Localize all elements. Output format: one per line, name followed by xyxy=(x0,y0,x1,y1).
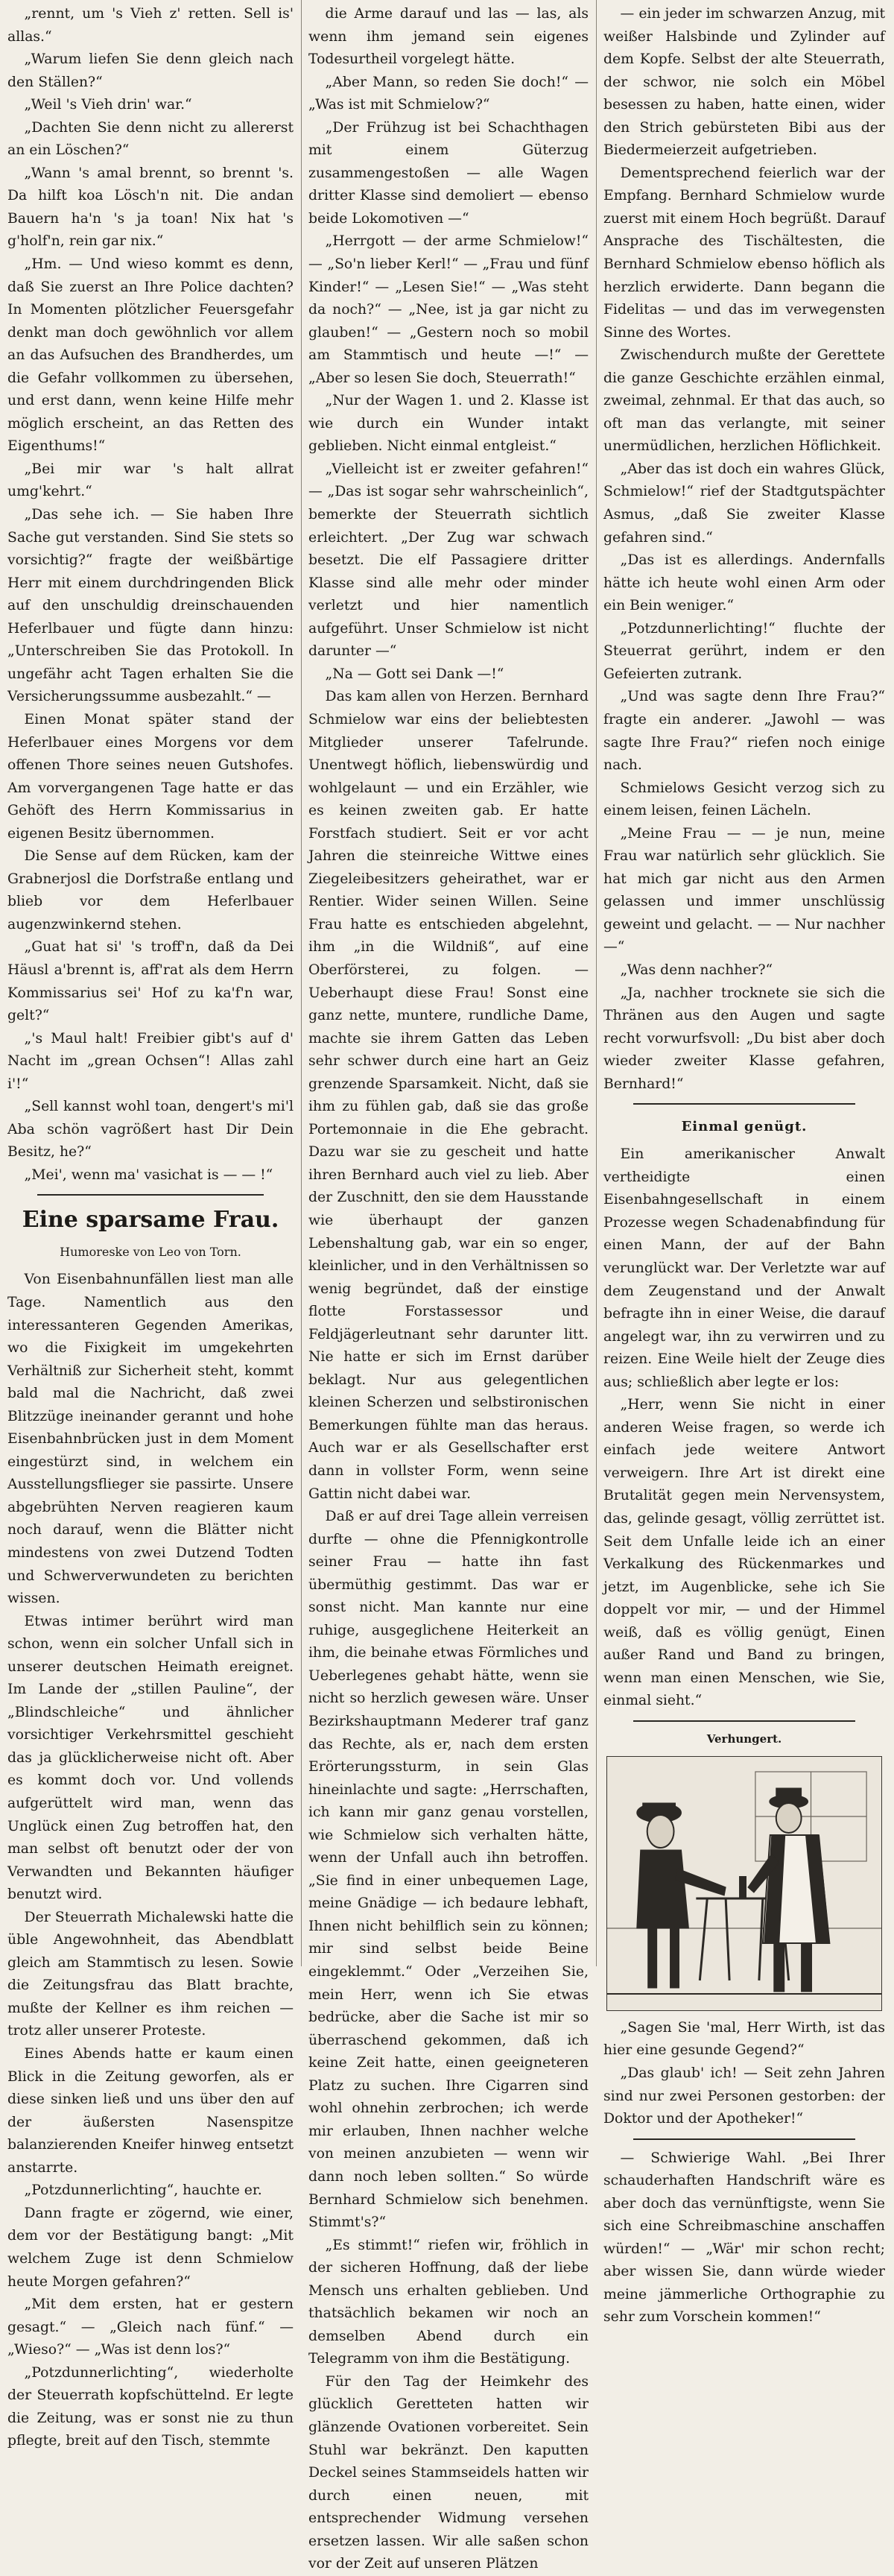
paragraph: „Ja, nachher trocknete sie sich die Thränen aus den Augen und sagte recht vorwurfsvoll: „Du bist aber doch wieder zweiter Klasse gefahren, Bernhard!“ xyxy=(603,985,885,1092)
paragraph: „Aber das ist doch ein wahres Glück, Schmielow!“ rief der Stadtgutspächter Asmus, „daß Sie zweiter Klasse gefahren sind.“ xyxy=(603,461,885,546)
cartoon-title: Verhungert. xyxy=(706,1731,782,1746)
story-title: Eine sparsame Frau. xyxy=(22,1207,279,1234)
column-2 xyxy=(308,3,589,2572)
paragraph: Etwas intimer berührt wird man schon, wenn ein solcher Unfall sich in unserer deutschen Heimath ereignet. Im Lande der „stillen Pauline“, der „Blindschleiche“ und ähnlicher vorsichtiger Verkehrsmittel geschieht das ja glücklicherweise nicht oft. Aber es kommt doch vor. Und vollends aufgerüttelt wird man, wenn das Unglück einen Zug betroffen hat, den man selbst oft benutzt oder der von Verwandten und Bekannten häufiger benutzt wird. xyxy=(7,1613,294,1903)
paragraph: die Arme darauf und las — las, als wenn ihm jemand sein eigenes Todesurtheil vorgelegt hätte. xyxy=(308,6,589,68)
paragraph: „Mit dem ersten, hat er gestern gesagt.“ — „Gleich nach fünf.“ — „Wieso?“ — „Was ist denn los?“ xyxy=(7,2296,294,2358)
story-byline: Humoreske von Leo von Torn. xyxy=(60,1245,241,1260)
paragraph: „Potzdunnerlichting“, hauchte er. xyxy=(24,2182,262,2199)
section-divider xyxy=(37,1194,264,1196)
paragraph: Zwischendurch mußte der Gerettete die ganze Geschichte erzählen einmal, zweimal, zehnmal. Er that das auch, so oft man das verlangte, mit seiner unermüdlichen, herzlichen Höflichkeit. xyxy=(603,347,885,455)
cartoon-caption: „Das glaub' ich! — Seit zehn Jahren sind nur zwei Personen gestorben: der Doktor und der Apotheker!“ xyxy=(603,2065,885,2127)
paragraph: Daß er auf drei Tage allein verreisen durfte — ohne die Pfennigkontrolle seiner Frau — hatte ihn fast übermüthig gestimmt. Das war er sonst nicht. Man kannte nur eine ruhige, ausgeglichene Heiterkeit an ihm, die beinahe etwas Förmliches und Ueberlegenes gehabt hätte, wenn sie nicht so herzlich gewesen wäre. Unser Bezirkshauptmann Mederer traf ganz das Rechte, als er, nach dem ersten Erörterungssturm, in sein Glas hineinlachte und sagte: „Herrschaften, ich kann mir ganz genau vorstellen, wie Schmielow sich verhalten hätte, wenn der Unfall auch ihn betroffen. „Sie find in einer unbequemen Lage, meine Gnädige — ich bedaure lebhaft, Ihnen nicht behilflich sein zu können; mir sind selbst beide Beine eingeklemmt.“ Oder „Verzeihen Sie, mein Herr, wenn ich Sie etwas bedrücke, aber die Sache ist mir so überraschend gekommen, daß ich keine Zeit hatte, einen geeigneteren Platz zu suchen. Ihre Cigarren sind wohl ohnehin zerbrochen; ich werde mir erlauben, Ihnen nachher welche von meinen anzubieten — wenn wir dann noch leben sollten.“ So würde Bernhard Schmielow sich benehmen. Stimmt's?“ xyxy=(308,1509,589,2231)
column-3 xyxy=(603,3,885,2326)
paragraph: „Potzdunnerlichting“, wiederholte der Steuerrath kopfschüttelnd. Er legte die Zeitung, was er sonst nie zu thun pflegte, breit auf den Tisch, stemmte xyxy=(7,2364,294,2449)
paragraph: „Aber Mann, so reden Sie doch!“ — „Was ist mit Schmielow?“ xyxy=(308,74,589,113)
cartoon-caption: „Sagen Sie 'mal, Herr Wirth, ist das hier eine gesunde Gegend?“ xyxy=(603,2019,885,2059)
paragraph: „Hm. — Und wieso kommt es denn, daß Sie zuerst an Ihre Police dachten? In Momenten plötzlicher Feuersgefahr denkt man doch gewöhnlich vor allem an das Aufsuchen des Brandherdes, um die Gefahr vollkommen zu übersehen, und erst dann, wenn keine Hilfe mehr möglich erscheint, an das Retten des Eigenthums!“ xyxy=(7,256,294,455)
paragraph: „Herr, wenn Sie nicht in einer anderen Weise fragen, so werde ich einfach jede weitere Antwort verweigern. Ihre Art ist direkt eine Brutalität gegen mein Nervensystem, das, gelinde gesagt, völlig zerrüttet ist. Seit dem Unfalle leide ich an einer Verkalkung des Rückenmarkes und jetzt, im Augenblicke, sehe ich Sie doppelt vor mir, — und der Himmel weiß, daß es völlig genügt, Einen außer Rand und Band zu bringen, wenn man einen Menschen, wie Sie, einmal sieht.“ xyxy=(603,1397,885,1709)
paragraph: — Schwierige Wahl. „Bei Ihrer schauderhaften Handschrift wäre es aber doch das vernünftigste, wenn Sie sich eine Schreibmaschine anschaffen würden!“ — „Wär' mir schon recht; aber wissen Sie, dann würde wieder meine jämmerliche Orthographie zu sehr zum Vorschein kommen!“ xyxy=(603,2150,885,2326)
paragraph: Ein amerikanischer Anwalt vertheidigte einen Eisenbahngesellschaft in einem Prozesse wegen Schadenabfindung für einen Mann, der auf der Bahn verunglückt war. Der Verletzte war auf dem Zeugenstand und der Anwalt befragte ihn in einer Weise, die darauf angelegt war, ihn zu verwirren und zu reizen. Eine Weile hielt der Zeuge dies aus; schließlich aber legte er los: xyxy=(603,1146,885,1390)
paragraph: „Bei mir war 's halt allrat umg'kehrt.“ xyxy=(7,461,294,500)
section-divider xyxy=(633,1720,855,1722)
paragraph: — ein jeder im schwarzen Anzug, mit weißer Halsbinde und Zylinder auf dem Kopfe. Selbst der alte Steuerrath, der schwor, nie solch ein Möbel besessen zu haben, hatte einen, wider den Strich gebürsteten Bibi aus der Biedermeierzeit aufgetrieben. xyxy=(603,6,885,159)
paragraph: „Nur der Wagen 1. und 2. Klasse ist wie durch ein Wunder intakt geblieben. Nicht einmal entgleist.“ xyxy=(308,393,589,455)
paragraph: Dann fragte er zögernd, wie einer, dem vor der Bestätigung bangt: „Mit welchem Zuge ist denn Schmielow heute Morgen gefahren?“ xyxy=(7,2205,294,2290)
paragraph: „Potzdunnerlichting!“ fluchte der Steuerrat gerührt, indem er den Gefeierten zutrank. xyxy=(603,620,885,682)
paragraph: „'s Maul halt! Freibier gibt's auf d' Nacht im „grean Ochsen“! Allas zahl i'!“ xyxy=(7,1030,294,1092)
paragraph: Einen Monat später stand der Heferlbauer eines Morgens vor dem offenen Thore seines neuen Gutshofes. Am vorvergangenen Tage hatte er das Gehöft des Herrn Kommissarius in eigenen Besitz übernommen. xyxy=(7,711,294,842)
paragraph: Eines Abends hatte er kaum einen Blick in die Zeitung geworfen, als er diese sinken ließ und uns über den auf der äußersten Nasenspitze balanzierenden Kneifer hinweg entsetzt anstarrte. xyxy=(7,2046,294,2176)
section-title: Einmal genügt. xyxy=(681,1119,808,1135)
paragraph: „Warum liefen Sie denn gleich nach den Ställen?“ xyxy=(7,51,294,90)
paragraph: „Und was sagte denn Ihre Frau?“ fragte ein anderer. „Jawohl — was sagte Ihre Frau?“ riefen noch einige nach. xyxy=(603,689,885,774)
paragraph: „Wann 's amal brennt, so brennt 's. Da hilft koa Lösch'n nit. Die andan Bauern ha'n 's ja toan! Nix hat 's g'holf'n, rein gar nix.“ xyxy=(7,165,294,250)
paragraph: „Mei', wenn ma' vasichat is — — !“ xyxy=(24,1167,273,1183)
paragraph: „Was denn nachher?“ xyxy=(620,962,773,978)
paragraph: Schmielows Gesicht verzog sich zu einem leisen, feinen Lächeln. xyxy=(603,780,885,819)
paragraph: „Sell kannst wohl toan, dengert's mi'l Aba schön vagrößert hast Dir Dein Besitz, he?“ xyxy=(7,1099,294,1161)
column-1 xyxy=(7,3,294,2449)
paragraph: „Herrgott — der arme Schmielow!“ — „So'n lieber Kerl!“ — „Frau und fünf Kinder!“ — „Lesen Sie!“ — „Was steht da noch?“ — „Nee, ist ja gar nicht zu glauben!“ — „Gestern noch so mobil am Stammtisch und heute —!“ — „Aber so lesen Sie doch, Steuerrath!“ xyxy=(308,233,589,386)
paragraph: „Meine Frau — — je nun, meine Frau war natürlich sehr glücklich. Sie hat mich gar nicht aus den Armen gelassen und immer unschlüssig geweint und gelacht. — — Nur nachher —“ xyxy=(603,825,885,956)
paragraph: Dementsprechend feierlich war der Empfang. Bernhard Schmielow wurde zuerst mit einem Hoch begrüßt. Darauf Ansprache des Tischältesten, die Bernhard Schmielow ebenso höflich als herzlich erwiderte. Dann begann die Fidelitas — und das im verwegensten Sinne des Wortes. xyxy=(603,165,885,341)
paragraph: „Weil 's Vieh drin' war.“ xyxy=(24,97,192,113)
paragraph: „Dachten Sie denn nicht zu allererst an ein Löschen?“ xyxy=(7,119,294,159)
paragraph: Für den Tag der Heimkehr des glücklich Geretteten hatten wir glänzende Ovationen vorbereitet. Sein Stuhl war bekränzt. Den kaputten Deckel seines Stammseidels hatten wir durch einen neuen, mit entsprechender Widmung versehen ersetzen lassen. Wir alle saßen schon vor der Zeit auf unseren Plätzen xyxy=(308,2373,589,2572)
section-divider xyxy=(633,2138,855,2140)
paragraph: „Na — Gott sei Dank —!“ xyxy=(325,666,504,682)
paragraph: „Das ist es allerdings. Andernfalls hätte ich heute wohl einen Arm oder ein Bein weniger.“ xyxy=(603,552,885,614)
column-rule xyxy=(596,0,597,1966)
paragraph: Die Sense auf dem Rücken, kam der Grabnerjosl die Dorfstraße entlang und blieb vor dem Heferlbauer augenzwinkernd stehen. xyxy=(7,848,294,932)
column-rule xyxy=(301,0,302,1966)
cartoon-drawing xyxy=(607,1757,881,2010)
paragraph: „Es stimmt!“ riefen wir, fröhlich in der sicheren Hoffnung, daß der liebe Mensch uns erhalten geblieben. Und thatsächlich bekamen wir noch an demselben Abend durch ein Telegramm von ihm die Bestätigung. xyxy=(308,2237,589,2367)
paragraph: „Vielleicht ist er zweiter gefahren!“ — „Das ist sogar sehr wahrscheinlich“, bemerkte der Steuerrath sichtlich erleichtert. „Der Zug war schwach besetzt. Die elf Passagiere dritter Klasse sind alle mehr oder minder verletzt und hier namentlich aufgeführt. Unser Schmielow ist nicht darunter —“ xyxy=(308,461,589,660)
paragraph: „rennt, um 's Vieh z' retten. Sell is' allas.“ xyxy=(7,6,294,45)
paragraph: Das kam allen von Herzen. Bernhard Schmielow war eins der beliebtesten Mitglieder unserer Tafelrunde. Unentwegt höflich, liebenswürdig und wohlgelaunt — und ein Erzähler, wie es keinen zweiten gab. Er hatte Forstfach studiert. Seit er vor acht Jahren die steinreiche Wittwe eines Ziegeleibesitzers geheirathet, war er Rentier. Wider seinen Willen. Seine Frau hatte es entschieden abgelehnt, ihm „in die Wildniß“, auf eine Oberförsterei, zu folgen. — Ueberhaupt diese Frau! Sonst eine ganz nette, muntere, rundliche Dame, machte sie ihrem Gatten das Leben sehr schwer durch eine hart an Geiz grenzende Sparsamkeit. Nicht, daß sie ihm zu fühlen gab, daß sie das große Portemonnaie in die Ehe gebracht. Dazu war sie zu gescheit und hatte ihren Bernhard auch viel zu lieb. Aber der Zuschnitt, den sie dem Hausstande wie überhaupt der ganzen Lebenshaltung gab, war ein so enger, kleinlicher, und in den Verhältnissen so wenig begründet, daß der einstige flotte Forstassessor und Feldjägerleutnant sehr darunter litt. Nie hatte er sich im Ernst darüber beklagt. Nur aus gelegentlichen kleinen Scherzen und selbstironischen Bemerkungen fühlte man das heraus. Auch war er als Gesellschafter erst dann in vollster Form, wenn seine Gattin nicht dabei war. xyxy=(308,689,589,1502)
paragraph: „Guat hat si' 's troff'n, daß da Dei Häusl a'brennt is, aff'rat als dem Herrn Kommissarius sei' Hof zu ka'f'n war, gelt?“ xyxy=(7,939,294,1024)
paragraph: „Das sehe ich. — Sie haben Ihre Sache gut verstanden. Sind Sie stets so vorsichtig?“ fragte der weißbärtige Herr mit einem durchdringenden Blick auf den unschuldig dreinschauenden Heferlbauer und fügte dann hinzu: „Unterschreiben Sie das Protokoll. In ungefähr acht Tagen erhalten Sie die Versicherungssumme ausbezahlt.“ — xyxy=(7,507,294,705)
cartoon-illustration xyxy=(606,1756,882,2011)
paragraph: Der Steuerrath Michalewski hatte die üble Angewohnheit, das Abendblatt gleich am Stammtisch zu lesen. Sowie die Zeitungsfrau das Blatt brachte, mußte der Kellner es ihm reichen — trotz aller unserer Proteste. xyxy=(7,1909,294,2039)
section-divider xyxy=(633,1103,855,1105)
paragraph: „Der Frühzug ist bei Schachthagen mit einem Güterzug zusammengestoßen — alle Wagen dritter Klasse sind demoliert — ebenso beide Lokomotiven —“ xyxy=(308,119,589,227)
paragraph: Von Eisenbahnunfällen liest man alle Tage. Namentlich aus den interessanteren Gegenden Amerikas, wo die Fixigkeit im umgekehrten Verhältniß zur Sicherheit steht, kommt bald mal die Nachricht, daß zwei Blitzzüge ineinander gerannt und hohe Eisenbahnbrücken just in dem Moment eingestürzt sind, in welchem ein Ausstellungsflieger sie passirte. Unsere abgebrühten Nerven reagieren kaum noch darauf, wenn die Blätter nicht mindestens von zwei Dutzend Todten und Schwerverwundeten zu berichten wissen. xyxy=(7,1272,294,1607)
